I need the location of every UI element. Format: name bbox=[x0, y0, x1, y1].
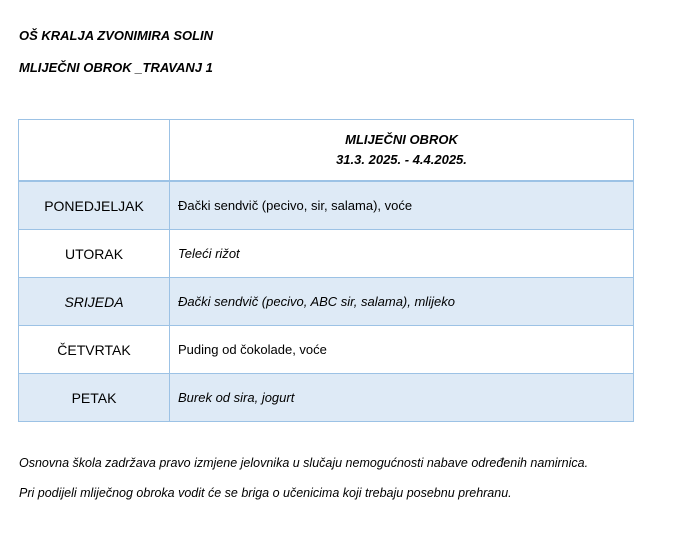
table-row bbox=[19, 278, 634, 326]
header-empty-cell bbox=[19, 120, 170, 182]
header-cell bbox=[170, 120, 634, 182]
document-subtitle: MLIJEČNI OBROK _TRAVANJ 1 bbox=[19, 60, 213, 75]
table-row bbox=[19, 230, 634, 278]
table-header-row bbox=[19, 120, 634, 182]
day-cell: ČETVRTAK bbox=[19, 326, 170, 374]
table-row bbox=[19, 181, 634, 230]
meal-cell: Đački sendvič (pecivo, ABC sir, salama), mlijeko bbox=[170, 278, 634, 326]
table-row bbox=[19, 374, 634, 422]
day-cell: SRIJEDA bbox=[19, 278, 170, 326]
day-cell: PETAK bbox=[19, 374, 170, 422]
meal-cell: Puding od čokolade, voće bbox=[170, 326, 634, 374]
table-heading: MLIJEČNI OBROK bbox=[345, 132, 458, 147]
day-cell: PONEDJELJAK bbox=[19, 181, 170, 230]
school-name: OŠ KRALJA ZVONIMIRA SOLIN bbox=[19, 28, 214, 43]
special-diet-note: Pri podijeli mliječnog obroka vodit će se briga o učenicima koji trebaju posebnu prehranu. bbox=[19, 486, 512, 500]
meal-cell: Burek od sira, jogurt bbox=[170, 374, 634, 422]
date-range: 31.3. 2025. - 4.4.2025. bbox=[336, 152, 467, 167]
meal-cell: Đački sendvič (pecivo, sir, salama), voće bbox=[170, 181, 634, 230]
table-row bbox=[19, 326, 634, 374]
day-cell: UTORAK bbox=[19, 230, 170, 278]
meal-table bbox=[18, 119, 634, 422]
disclaimer-note: Osnovna škola zadržava pravo izmjene jelovnika u slučaju nemogućnosti nabave određenih namirnica. bbox=[19, 456, 589, 470]
meal-cell: Teleći rižot bbox=[170, 230, 634, 278]
